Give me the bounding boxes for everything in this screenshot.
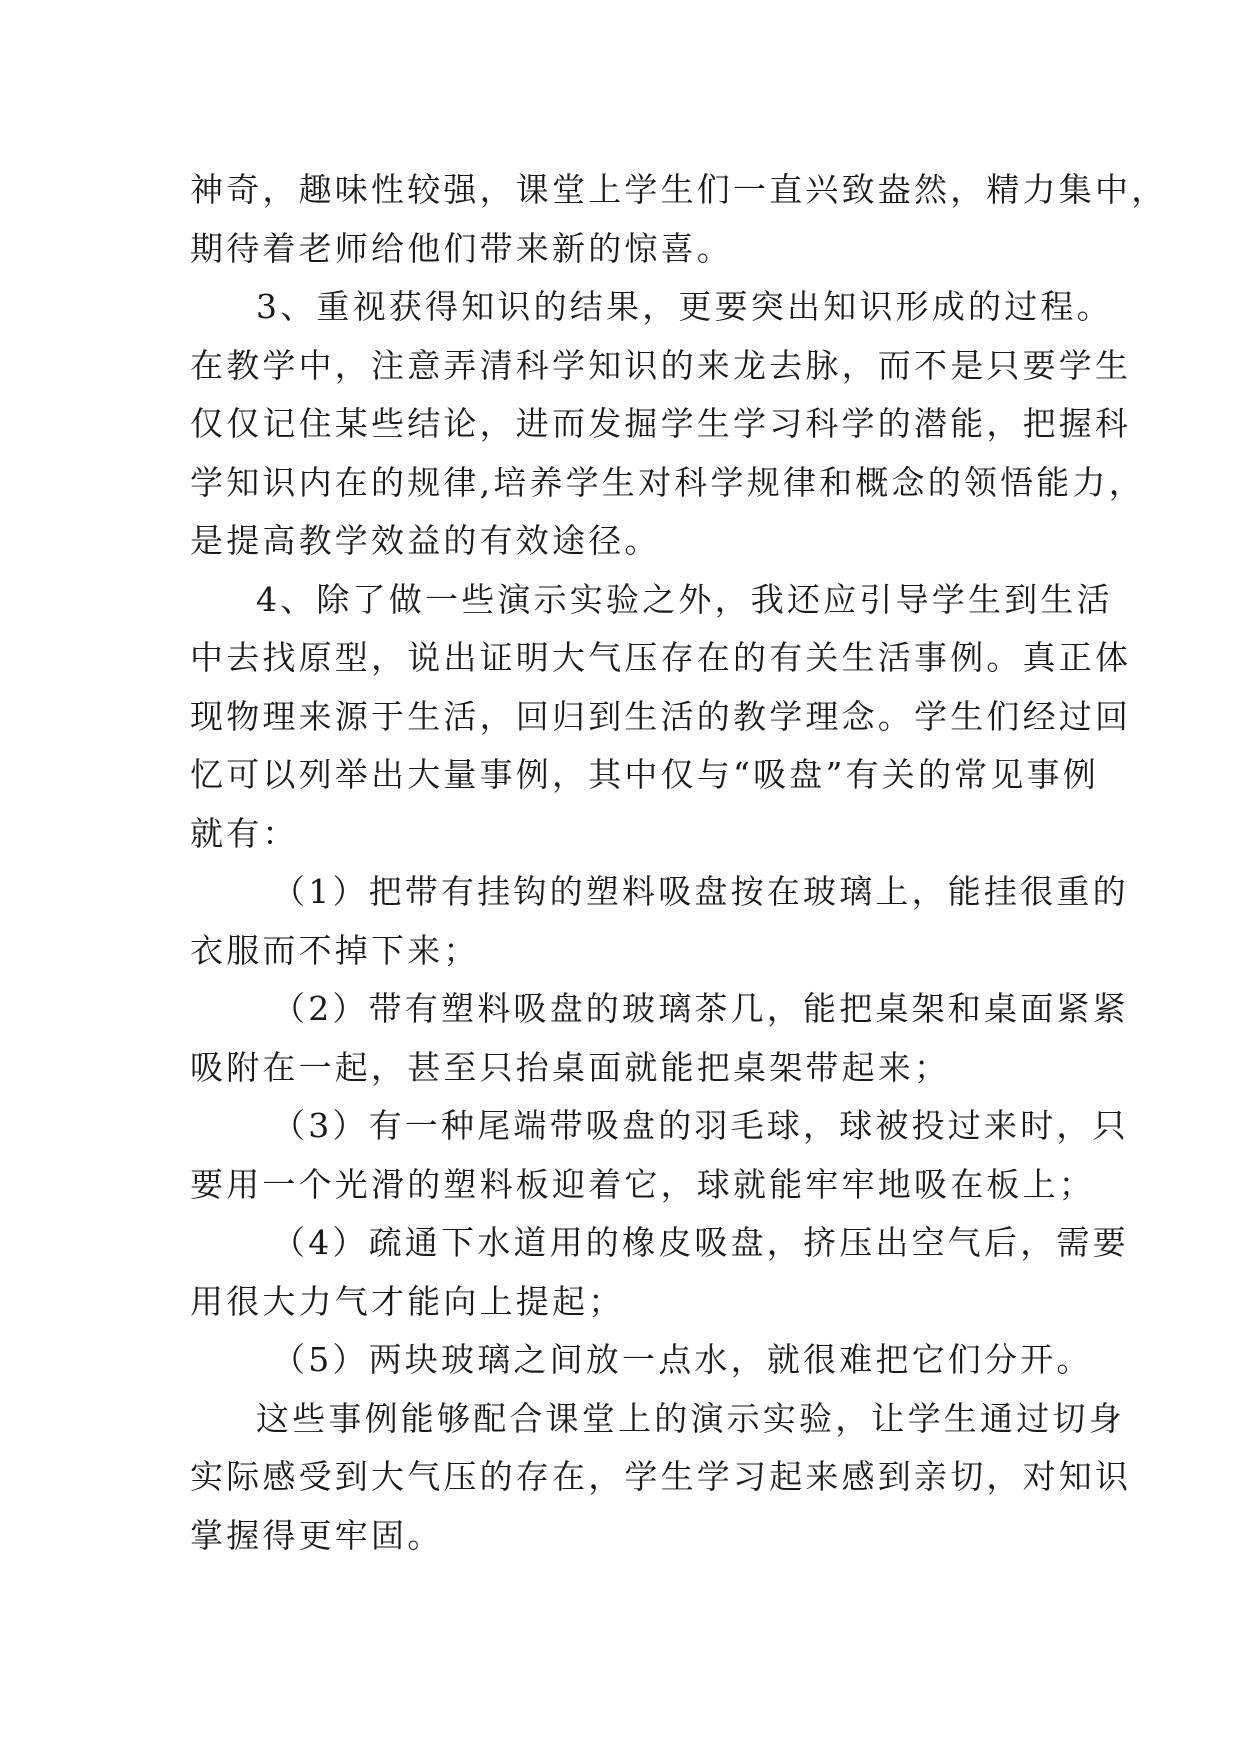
- text-line: 要用一个光滑的塑料板迎着它，球就能牢牢地吸在板上；: [190, 1164, 1095, 1204]
- text-line: 4、除了做一些演示实验之外，我还应引导学生到生活: [256, 579, 1113, 619]
- paragraph-point-3: [190, 278, 1145, 571]
- text-line: （3）有一种尾端带吸盘的羽毛球，球被投过来时，只: [272, 1106, 1129, 1145]
- text-line: 学知识内在的规律,培养学生对科学规律和概念的领悟能力，: [190, 462, 1145, 502]
- paragraph-point-4: [190, 571, 1132, 864]
- text-line: 掌握得更牢固。: [190, 1515, 444, 1555]
- text-line: 吸附在一起，甚至只抬桌面就能把桌架带起来；: [190, 1047, 951, 1087]
- text-line: （2）带有塑料吸盘的玻璃茶几，能把桌架和桌面紧紧: [272, 989, 1129, 1028]
- list-item-3: [190, 1097, 1129, 1214]
- text-line: 忆可以列举出大量事例，其中仅与“吸盘”有关的常见事例: [190, 755, 1099, 794]
- text-line: 就有：: [190, 813, 299, 853]
- text-line: 这些事例能够配合课堂上的演示实验，让学生通过切身: [256, 1398, 1125, 1438]
- text-line: 衣服而不掉下来；: [190, 930, 480, 970]
- text-line: （4）疏通下水道用的橡皮吸盘，挤压出空气后，需要: [272, 1223, 1129, 1262]
- text-line: 在教学中，注意弄清科学知识的来龙去脉，而不是只要学生: [190, 345, 1132, 385]
- body-text: [190, 161, 1168, 1565]
- text-line: 中去找原型，说出证明大气压存在的有关生活事例。真正体: [190, 638, 1132, 677]
- text-line: 仅仅记住某些结论，进而发掘学生学习科学的潜能，把握科: [190, 404, 1132, 443]
- paragraph-conclusion: [190, 1390, 1132, 1566]
- paragraph-continuation: [190, 161, 1168, 278]
- text-line: 3、重视获得知识的结果，更要突出知识形成的过程。: [256, 287, 1113, 326]
- list-item-4: [190, 1214, 1129, 1331]
- text-line: 是提高教学效益的有效途径。: [190, 521, 661, 560]
- text-line: 实际感受到大气压的存在，学生学习起来感到亲切，对知识: [190, 1457, 1132, 1496]
- text-line: 用很大力气才能向上提起；: [190, 1281, 625, 1321]
- text-line: 期待着老师给他们带来新的惊喜。: [190, 228, 733, 268]
- list-item-5: [190, 1331, 1093, 1390]
- text-line: （5）两块玻璃之间放一点水，就很难把它们分开。: [272, 1340, 1093, 1379]
- list-item-2: [190, 980, 1129, 1097]
- text-line: 现物理来源于生活，回归到生活的教学理念。学生们经过回: [190, 696, 1132, 736]
- text-line: （1）把带有挂钩的塑料吸盘按在玻璃上，能挂很重的: [272, 872, 1129, 911]
- list-item-1: [190, 863, 1129, 980]
- text-line: 神奇，趣味性较强，课堂上学生们一直兴致盎然，精力集中，: [190, 170, 1168, 209]
